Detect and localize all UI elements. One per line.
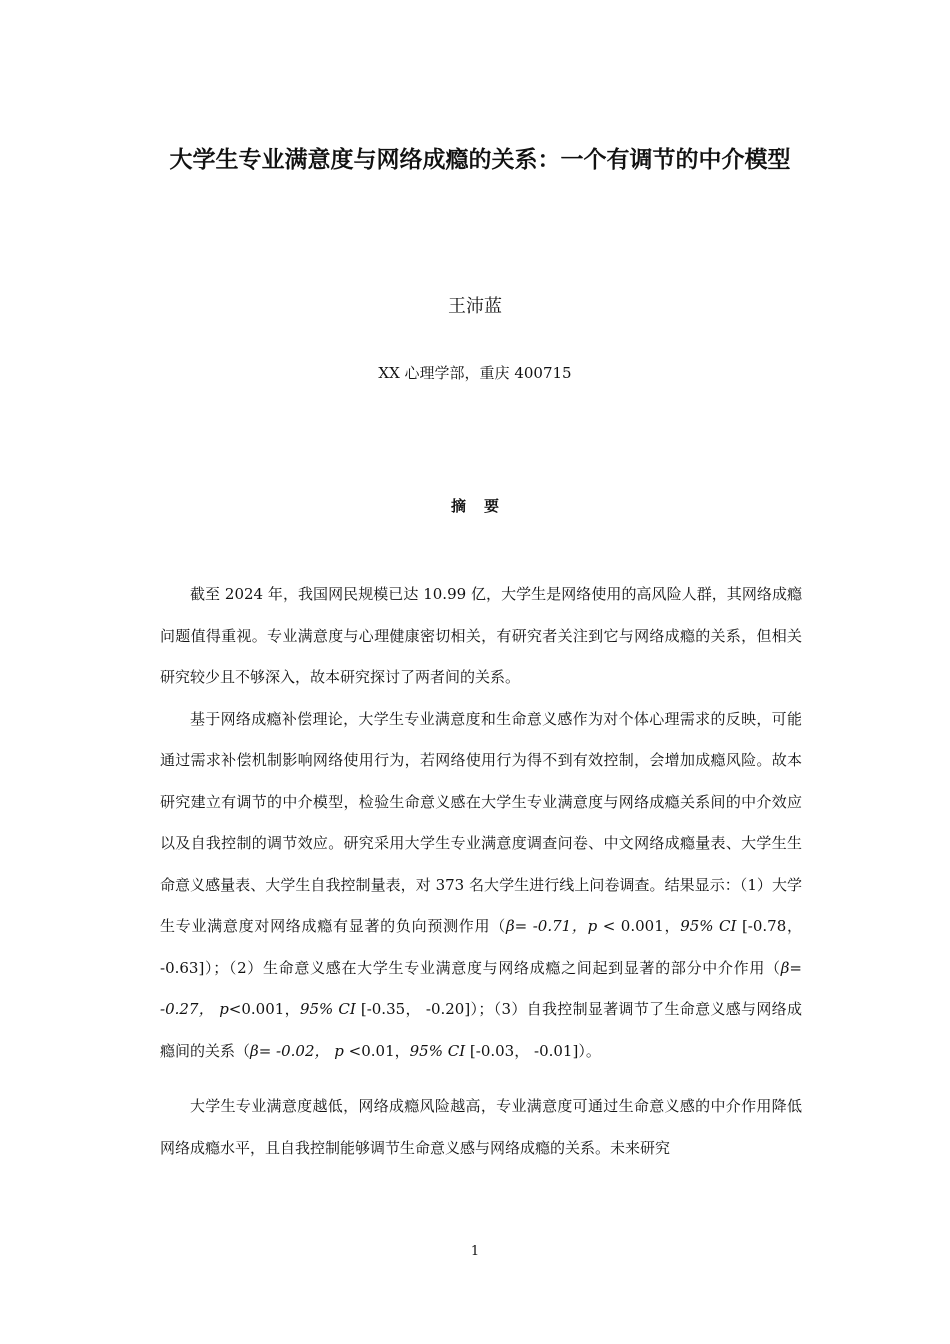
stat-ci: [-0.03， -0.01]）。 [465,1041,601,1060]
stat-beta: β= -0.27， [160,958,802,1018]
stat-p: p [334,1041,344,1060]
abstract-paragraph: 截至 2024 年，我国网民规模已达 10.99 亿，大学生是网络使用的高风险人群，其网络成瘾问题值得重视。专业满意度与心理健康密切相关，有研究者关注到它与网络成瘾的关系，但相关研究较少且不够深入，故本研究探讨了两者间的关系。 [160,585,802,686]
abstract-paragraph [160,699,802,1073]
stat-beta: β= -0.02， [250,1041,335,1060]
stat-beta: β= -0.71， [505,917,588,935]
stat-ci-label: 95% CI [299,1000,356,1018]
abstract-heading: 摘要 [450,497,517,515]
stat-ci: [-0.78， -0.63]）；（2）生命意义感在大学生专业满意度与网络成瘾之间起到显著的部分中介作用（ [160,917,802,977]
abstract-paragraph: 大学生专业满意度越低，网络成瘾风险越高，专业满意度可通过生命意义感的中介作用降低网络成瘾水平，且自我控制能够调节生命意义感与网络成瘾的关系。未来研究 [160,1097,802,1157]
stat-p-value: < 0.001， [597,917,681,935]
stat-p-value: <0.001， [228,1000,300,1018]
paper-title: 大学生专业满意度与网络成瘾的关系：一个有调节的中介模型 [169,147,791,173]
paragraph-text: 基于网络成瘾补偿理论，大学生专业满意度和生命意义感作为对个体心理需求的反映，可能通过需求补偿机制影响网络使用行为，若网络使用行为得不到有效控制，会增加成瘾风险。故本研究建立有调节的中介模型，检验生命意义感在大学生专业满意度与网络成瘾关系间的中介效应以及自我控制的调节效应。研究采用大学生专业满意度调查问卷、中文网络成瘾量表、大学生生命意义感量表、大学生自我控制量表，对 373 名大学生进行线上问卷调查。结果显示：（1）大学生专业满意度对网络成瘾有显著的负向预测作用（ [160,709,802,935]
stat-ci-label: 95% CI [409,1041,466,1060]
affiliation: XX 心理学部，重庆 400715 [378,364,572,382]
stat-ci-label: 95% CI [680,917,737,935]
page-number: 1 [470,1244,480,1259]
author-name: 王沛蓝 [448,296,502,317]
stat-p: p [587,917,598,935]
stat-p-value: <0.01， [343,1041,410,1060]
stat-ci: [-0.35， -0.20]）；（3）自我控制显著调节了生命意义感与网络成瘾间的关系（ [160,1000,802,1060]
stat-p: p [219,1000,229,1018]
abstract-body [160,574,802,1169]
